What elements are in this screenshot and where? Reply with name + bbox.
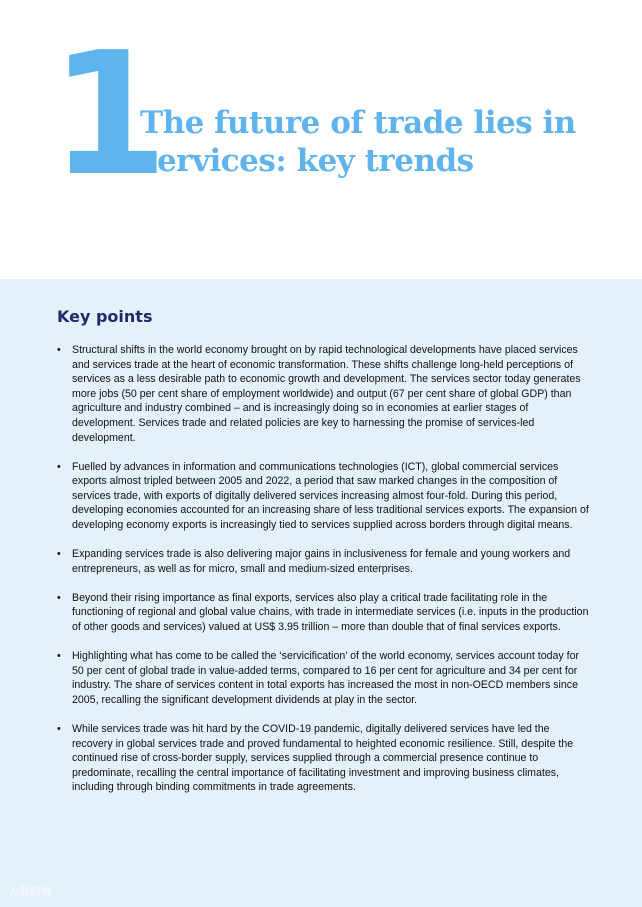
list-item: [57, 591, 593, 635]
key-points-list: [57, 343, 593, 809]
bullet-icon: •: [57, 344, 61, 356]
list-item: [57, 649, 593, 707]
bullet-icon: •: [57, 548, 61, 561]
list-item: [57, 343, 593, 445]
list-item: [57, 547, 593, 576]
bullet-icon: •: [57, 460, 61, 473]
key-point-text: While services trade was hit hard by the COVID-19 pandemic, digitally delivered services have led the recovery in global services trade and proved fundamental to heighted economic resilience. Still, despite the continued rise of cross-border supply, services supplied through a commercial presence continue to predominate, recalling the central importance of facilitating investment and improving business climates, including through binding commitments in trade agreements.: [72, 722, 574, 794]
key-point-text: Structural shifts in the world economy brought on by rapid technological developments have placed services and services trade at the heart of economic transformation. These shifts challenge long-held perceptions of services as a less desirable path to economic growth and development. The services sector today generates more jobs (50 per cent share of employment worldwide) and output (67 per cent share of global GDP) than agriculture and industry combined – and is increasingly doing so in economies at earlier stages of development. Services trade and related policies are key to harnessing the promise of services-led development.: [72, 344, 581, 444]
bullet-icon: •: [57, 722, 61, 735]
key-point-text: Fuelled by advances in information and communications technologies (ICT), global commercial services exports almost tripled between 2005 and 2022, a period that saw marked changes in the composition of services trade, with exports of digitally delivered services increasing almost four-fold. During this period, developing economies accounted for an increasing share of less traditional services exports. The expansion of developing economy exports is increasingly tied to services supplied across borders through digital means.: [72, 460, 589, 532]
bullet-icon: •: [57, 650, 61, 663]
key-point-text: Beyond their rising importance as final exports, services also play a critical trade facilitating role in the functioning of regional and global value chains, with trade in intermediate services (i.e. inputs in the production of other goods and services) valued at US$ 3.95 trillion – more than double that of final services exports.: [72, 591, 589, 633]
key-point-text: Highlighting what has come to be called the ‘servicification’ of the world economy, services account today for 50 per cent of global trade in value-added terms, compared to 16 per cent for agriculture and 34 per cent for industry. The share of services content in total exports has increased the most in non-OECD members since 2005, recalling the significant development dividends at play in the sector.: [72, 650, 579, 706]
chapter-title: The future of trade lies in services: key trends: [140, 105, 576, 179]
key-point-text: Expanding services trade is also delivering major gains in inclusiveness for female and young workers and entrepreneurs, as well as for micro, small and medium-sized enterprises.: [72, 548, 571, 575]
list-item: [57, 722, 593, 795]
watermark: 大数跨境: [8, 885, 52, 898]
key-points-heading: Key points: [57, 307, 153, 326]
key-points-panel: [0, 279, 642, 907]
chapter-number: 1: [50, 16, 163, 214]
bullet-icon: •: [57, 591, 61, 604]
list-item: [57, 460, 593, 533]
